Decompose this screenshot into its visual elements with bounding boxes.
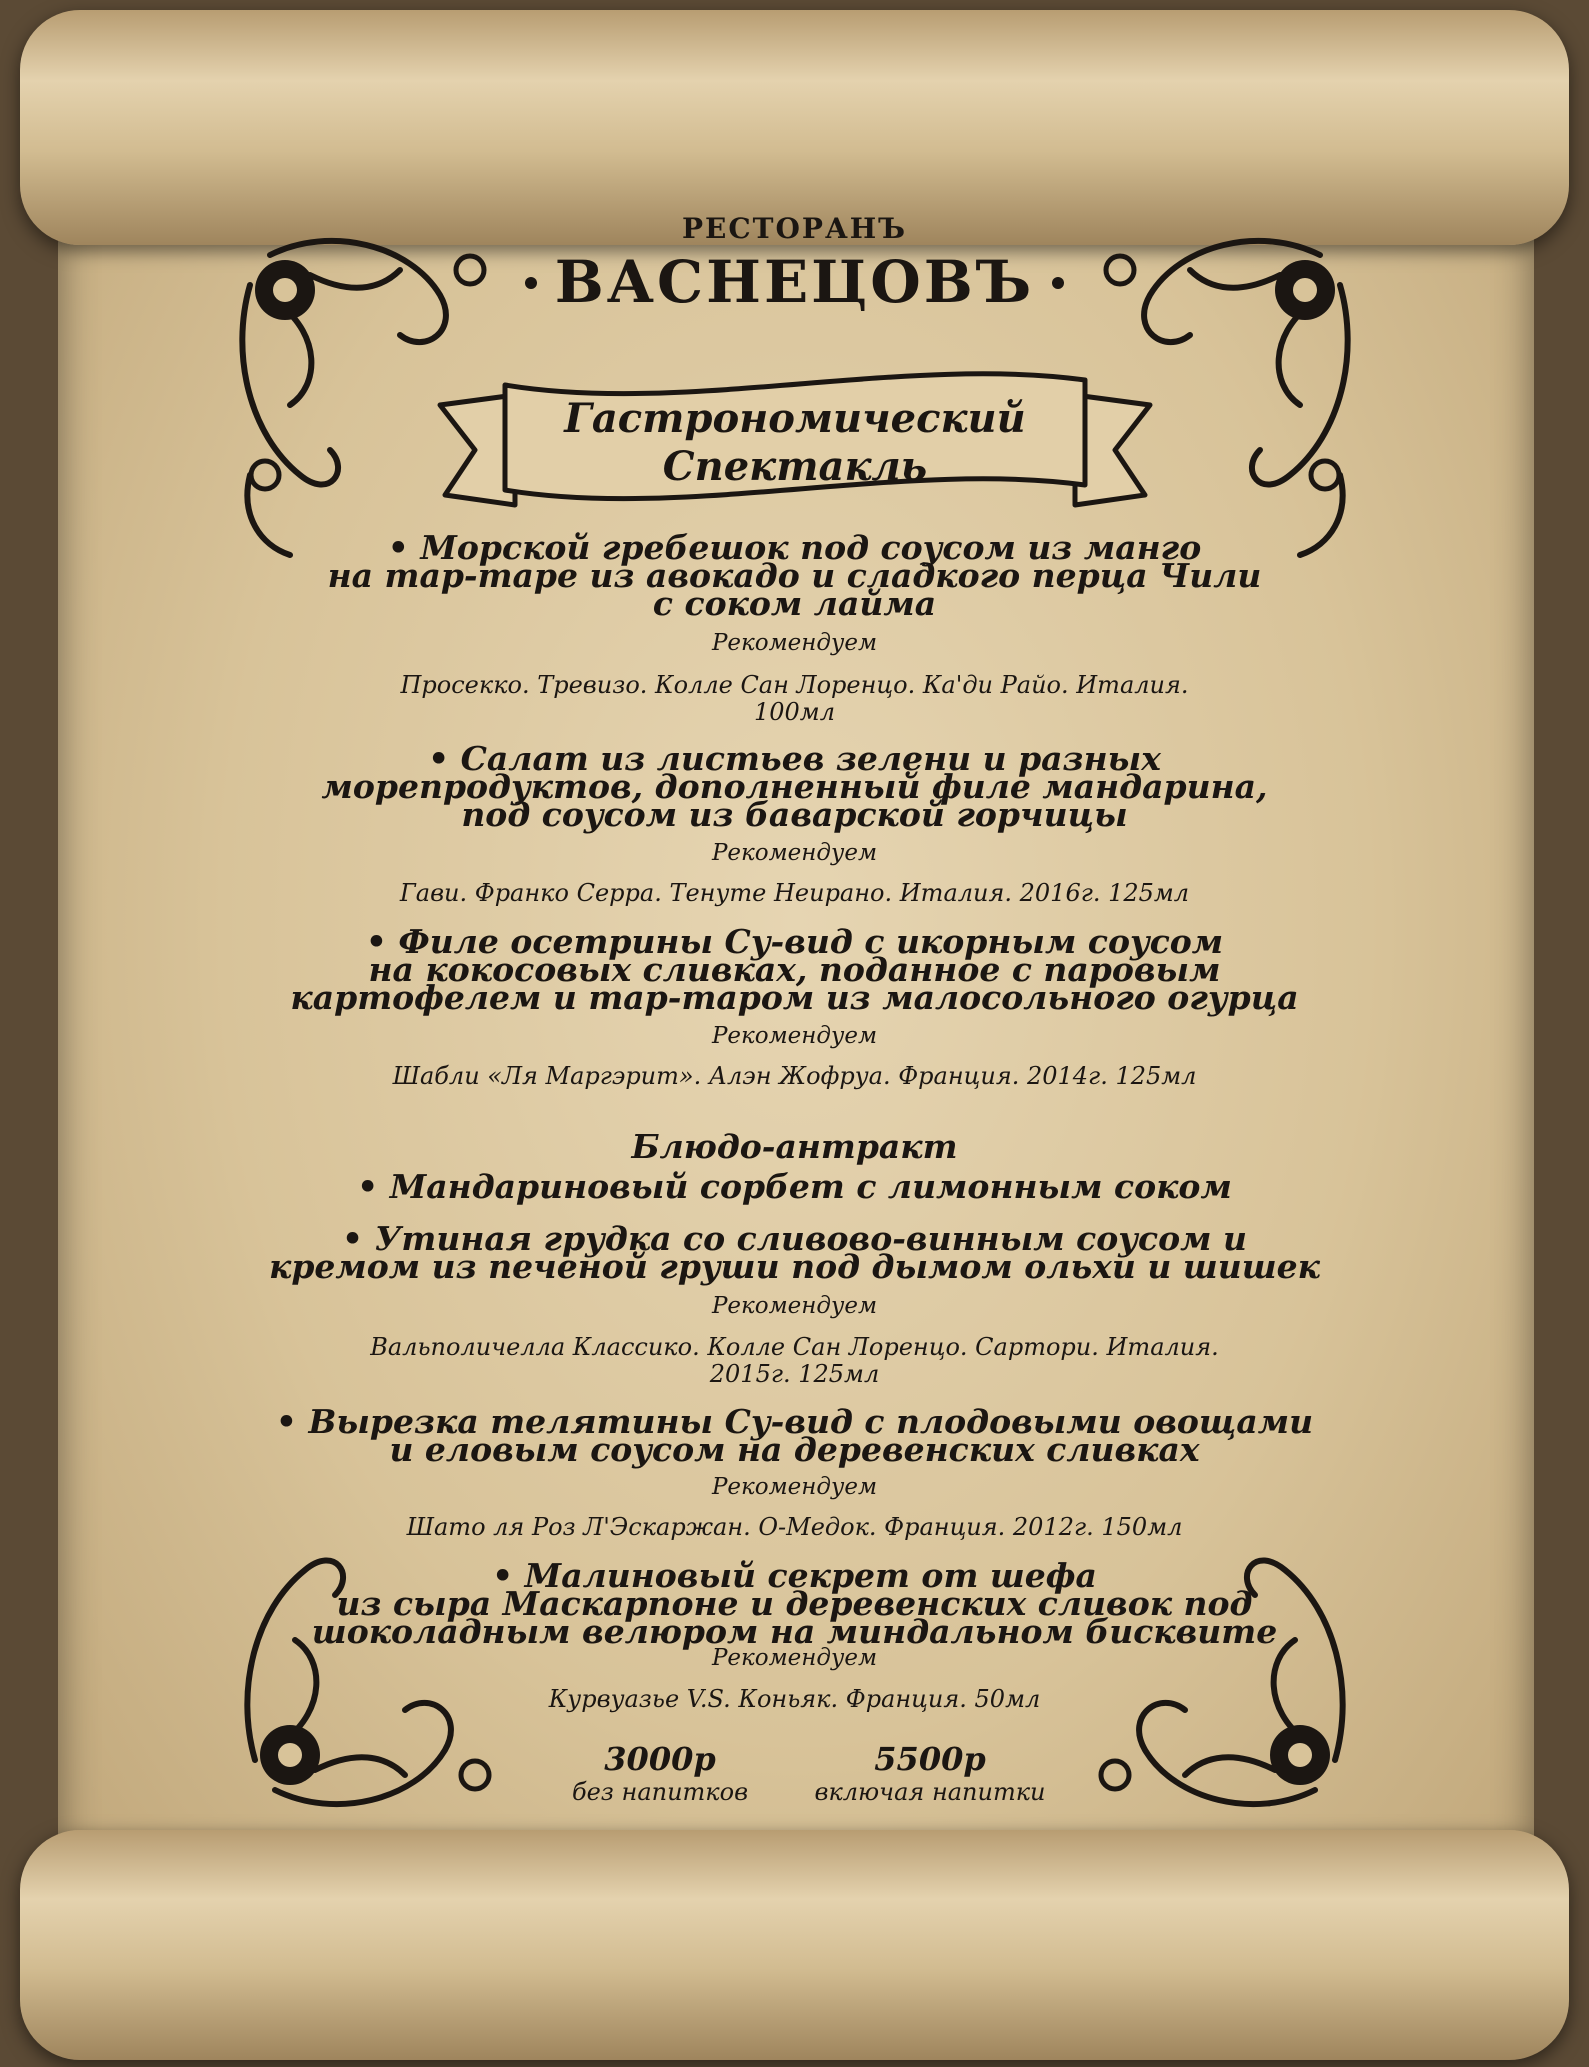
course-5-title	[0, 1402, 1589, 1469]
course-line: • Малиновый секрет от шефа	[492, 1556, 1097, 1595]
course-line: на тар-таре из авокадо и сладкого перца Чили	[327, 556, 1262, 595]
bullet-dot-icon	[525, 277, 537, 289]
price-note: без напитков	[571, 1778, 749, 1806]
wine-line: Шабли «Ля Маргэрит». Алэн Жофруа. Франция. 2014г. 125мл	[392, 1062, 1197, 1090]
course-1-recommend: Рекомендуем	[711, 630, 878, 656]
course-line: на кокосовых сливках, поданное с паровым	[368, 950, 1221, 989]
wine-line: Шато ля Роз Л'Эскаржан. О-Медок. Франция. 2012г. 150мл	[406, 1513, 1183, 1541]
brand-name-row	[0, 248, 1589, 316]
course-5-recommend: Рекомендуем	[711, 1474, 878, 1500]
course-line: из сыра Маскарпоне и деревенских сливок под	[336, 1584, 1253, 1623]
interlude-item: • Мандариновый сорбет с лимонным соком	[357, 1167, 1232, 1206]
banner-line-2: Спектакль	[662, 443, 928, 490]
price-with-drinks	[790, 1740, 1070, 1806]
course-line: • Морской гребешок под соусом из манго	[387, 528, 1202, 567]
course-line: шоколадным велюром на миндальном бисквите	[311, 1612, 1278, 1651]
course-5-wine	[0, 1514, 1589, 1541]
course-line: • Филе осетрины Су-вид с икорным соусом	[365, 922, 1224, 961]
course-2-wine	[0, 880, 1589, 907]
brand-tagline: РЕСТОРАНЪ	[681, 212, 907, 245]
course-6-title	[0, 1556, 1589, 1651]
course-4-title	[0, 1219, 1589, 1286]
price-amount: 3000р	[604, 1740, 716, 1778]
course-3-recommend: Рекомендуем	[711, 1023, 878, 1049]
price-note: включая напитки	[814, 1778, 1046, 1806]
wine-line: Просекко. Тревизо. Колле Сан Лоренцо. Ка'ди Райо. Италия.	[400, 671, 1189, 699]
price-without-drinks	[540, 1740, 780, 1806]
banner-line-1: Гастрономический	[564, 395, 1026, 442]
wine-line: Гави. Франко Серра. Тенуте Неирано. Италия. 2016г. 125мл	[399, 879, 1190, 907]
brand-name: ВАСНЕЦОВЪ	[554, 248, 1035, 316]
course-4-recommend: Рекомендуем	[711, 1293, 878, 1319]
bullet-dot-icon	[1052, 277, 1064, 289]
course-1-wine	[0, 672, 1589, 726]
course-6-recommend: Рекомендуем	[711, 1645, 878, 1671]
course-line: • Утиная грудка со сливово-винным соусом и	[342, 1219, 1247, 1258]
price-amount: 5500р	[874, 1740, 986, 1778]
course-line: и еловым соусом на деревенских сливках	[389, 1430, 1200, 1469]
course-line: кремом из печеной груши под дымом ольхи и шишек	[268, 1247, 1321, 1286]
course-2-recommend: Рекомендуем	[711, 840, 878, 866]
course-line: под соусом из баварской горчицы	[461, 795, 1128, 834]
course-line: • Салат из листьев зелени и разных	[428, 739, 1161, 778]
course-3-title	[0, 922, 1589, 1017]
course-line: картофелем и тар-таром из малосольного огурца	[290, 978, 1299, 1017]
course-2-title	[0, 739, 1589, 834]
course-4-wine	[0, 1334, 1589, 1388]
interlude-title: Блюдо-антракт	[631, 1127, 958, 1166]
wine-line: 100мл	[754, 698, 835, 726]
wine-line: Вальполичелла Классико. Колле Сан Лоренцо. Сартори. Италия.	[370, 1333, 1219, 1361]
course-line: • Вырезка телятины Су-вид с плодовыми овощами	[275, 1402, 1314, 1441]
title-banner	[435, 355, 1155, 525]
course-line: морепродуктов, дополненный филе мандарина,	[321, 767, 1268, 806]
course-line: с соком лайма	[652, 584, 937, 623]
wine-line: Курвуазье V.S. Коньяк. Франция. 50мл	[548, 1685, 1041, 1713]
course-6-wine	[0, 1686, 1589, 1713]
course-3-wine	[0, 1063, 1589, 1090]
course-1-title	[0, 528, 1589, 623]
wine-line: 2015г. 125мл	[709, 1360, 880, 1388]
